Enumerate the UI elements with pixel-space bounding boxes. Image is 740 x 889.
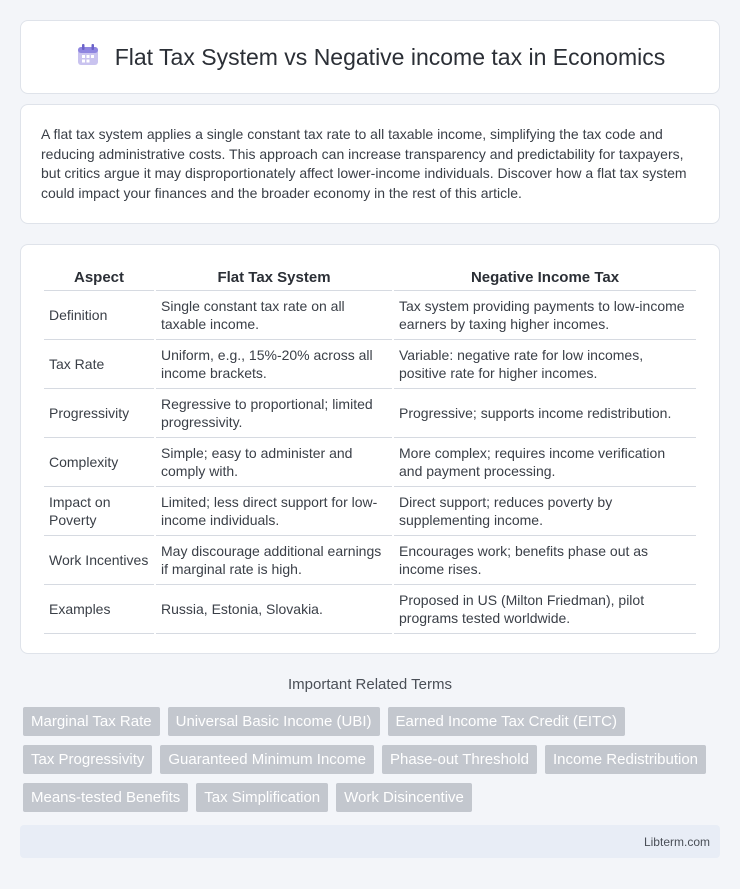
table-cell: Simple; easy to administer and comply with.	[156, 438, 392, 487]
comparison-table	[42, 265, 698, 634]
footer	[20, 825, 720, 858]
table-row	[44, 389, 696, 438]
intro-card	[20, 104, 720, 224]
related-term-tag[interactable]: Means-tested Benefits	[23, 783, 188, 812]
table-cell: Impact on Poverty	[44, 487, 154, 536]
table-cell: Russia, Estonia, Slovakia.	[156, 585, 392, 634]
table-header-row	[44, 265, 696, 291]
column-header-aspect: Aspect	[44, 265, 154, 291]
table-cell: Definition	[44, 291, 154, 340]
header-card	[20, 20, 720, 94]
page-title: Flat Tax System vs Negative income tax in Economics	[114, 43, 666, 70]
related-term-tag[interactable]: Income Redistribution	[545, 745, 706, 774]
intro-text: A flat tax system applies a single constant tax rate to all taxable income, simplifying the tax code and reducing administrative costs. This approach can increase transparency and predictability for taxpayers, but critics argue it may disproportionately affect lower-income individuals. Discover how a flat tax system could impact your finances and the broader economy in the rest of this article.	[41, 126, 687, 201]
related-term-tag[interactable]: Work Disincentive	[336, 783, 472, 812]
table-row	[44, 291, 696, 340]
table-cell: Direct support; reduces poverty by supplementing income.	[394, 487, 696, 536]
table-cell: Tax Rate	[44, 340, 154, 389]
table-cell: Work Incentives	[44, 536, 154, 585]
related-term-tag[interactable]: Marginal Tax Rate	[23, 707, 160, 736]
related-term-tag[interactable]: Universal Basic Income (UBI)	[168, 707, 380, 736]
table-row	[44, 585, 696, 634]
column-header-flat-tax: Flat Tax System	[156, 265, 392, 291]
related-term-tag[interactable]: Phase-out Threshold	[382, 745, 537, 774]
column-header-negative-income-tax: Negative Income Tax	[394, 265, 696, 291]
table-row	[44, 487, 696, 536]
related-term-tag[interactable]: Tax Progressivity	[23, 745, 152, 774]
related-terms-list	[23, 707, 723, 812]
related-term-tag[interactable]: Guaranteed Minimum Income	[160, 745, 374, 774]
table-cell: Variable: negative rate for low incomes, positive rate for higher incomes.	[394, 340, 696, 389]
table-cell: Uniform, e.g., 15%-20% across all income brackets.	[156, 340, 392, 389]
related-term-tag[interactable]: Earned Income Tax Credit (EITC)	[388, 707, 625, 736]
related-terms-title: Important Related Terms	[288, 676, 452, 693]
table-cell: Progressive; supports income redistribution.	[394, 389, 696, 438]
table-cell: May discourage additional earnings if marginal rate is high.	[156, 536, 392, 585]
table-cell: Complexity	[44, 438, 154, 487]
table-row	[44, 340, 696, 389]
table-cell: Single constant tax rate on all taxable income.	[156, 291, 392, 340]
calendar-icon	[75, 42, 101, 73]
table-cell: Progressivity	[44, 389, 154, 438]
table-row	[44, 438, 696, 487]
table-cell: More complex; requires income verification and payment processing.	[394, 438, 696, 487]
table-cell: Proposed in US (Milton Friedman), pilot programs tested worldwide.	[394, 585, 696, 634]
table-cell: Encourages work; benefits phase out as income rises.	[394, 536, 696, 585]
footer-site-link[interactable]: Libterm.com	[643, 835, 710, 849]
table-cell: Limited; less direct support for low-income individuals.	[156, 487, 392, 536]
comparison-card	[20, 244, 720, 654]
related-term-tag[interactable]: Tax Simplification	[196, 783, 328, 812]
table-cell: Regressive to proportional; limited progressivity.	[156, 389, 392, 438]
table-cell: Examples	[44, 585, 154, 634]
table-cell: Tax system providing payments to low-income earners by taxing higher incomes.	[394, 291, 696, 340]
table-row	[44, 536, 696, 585]
